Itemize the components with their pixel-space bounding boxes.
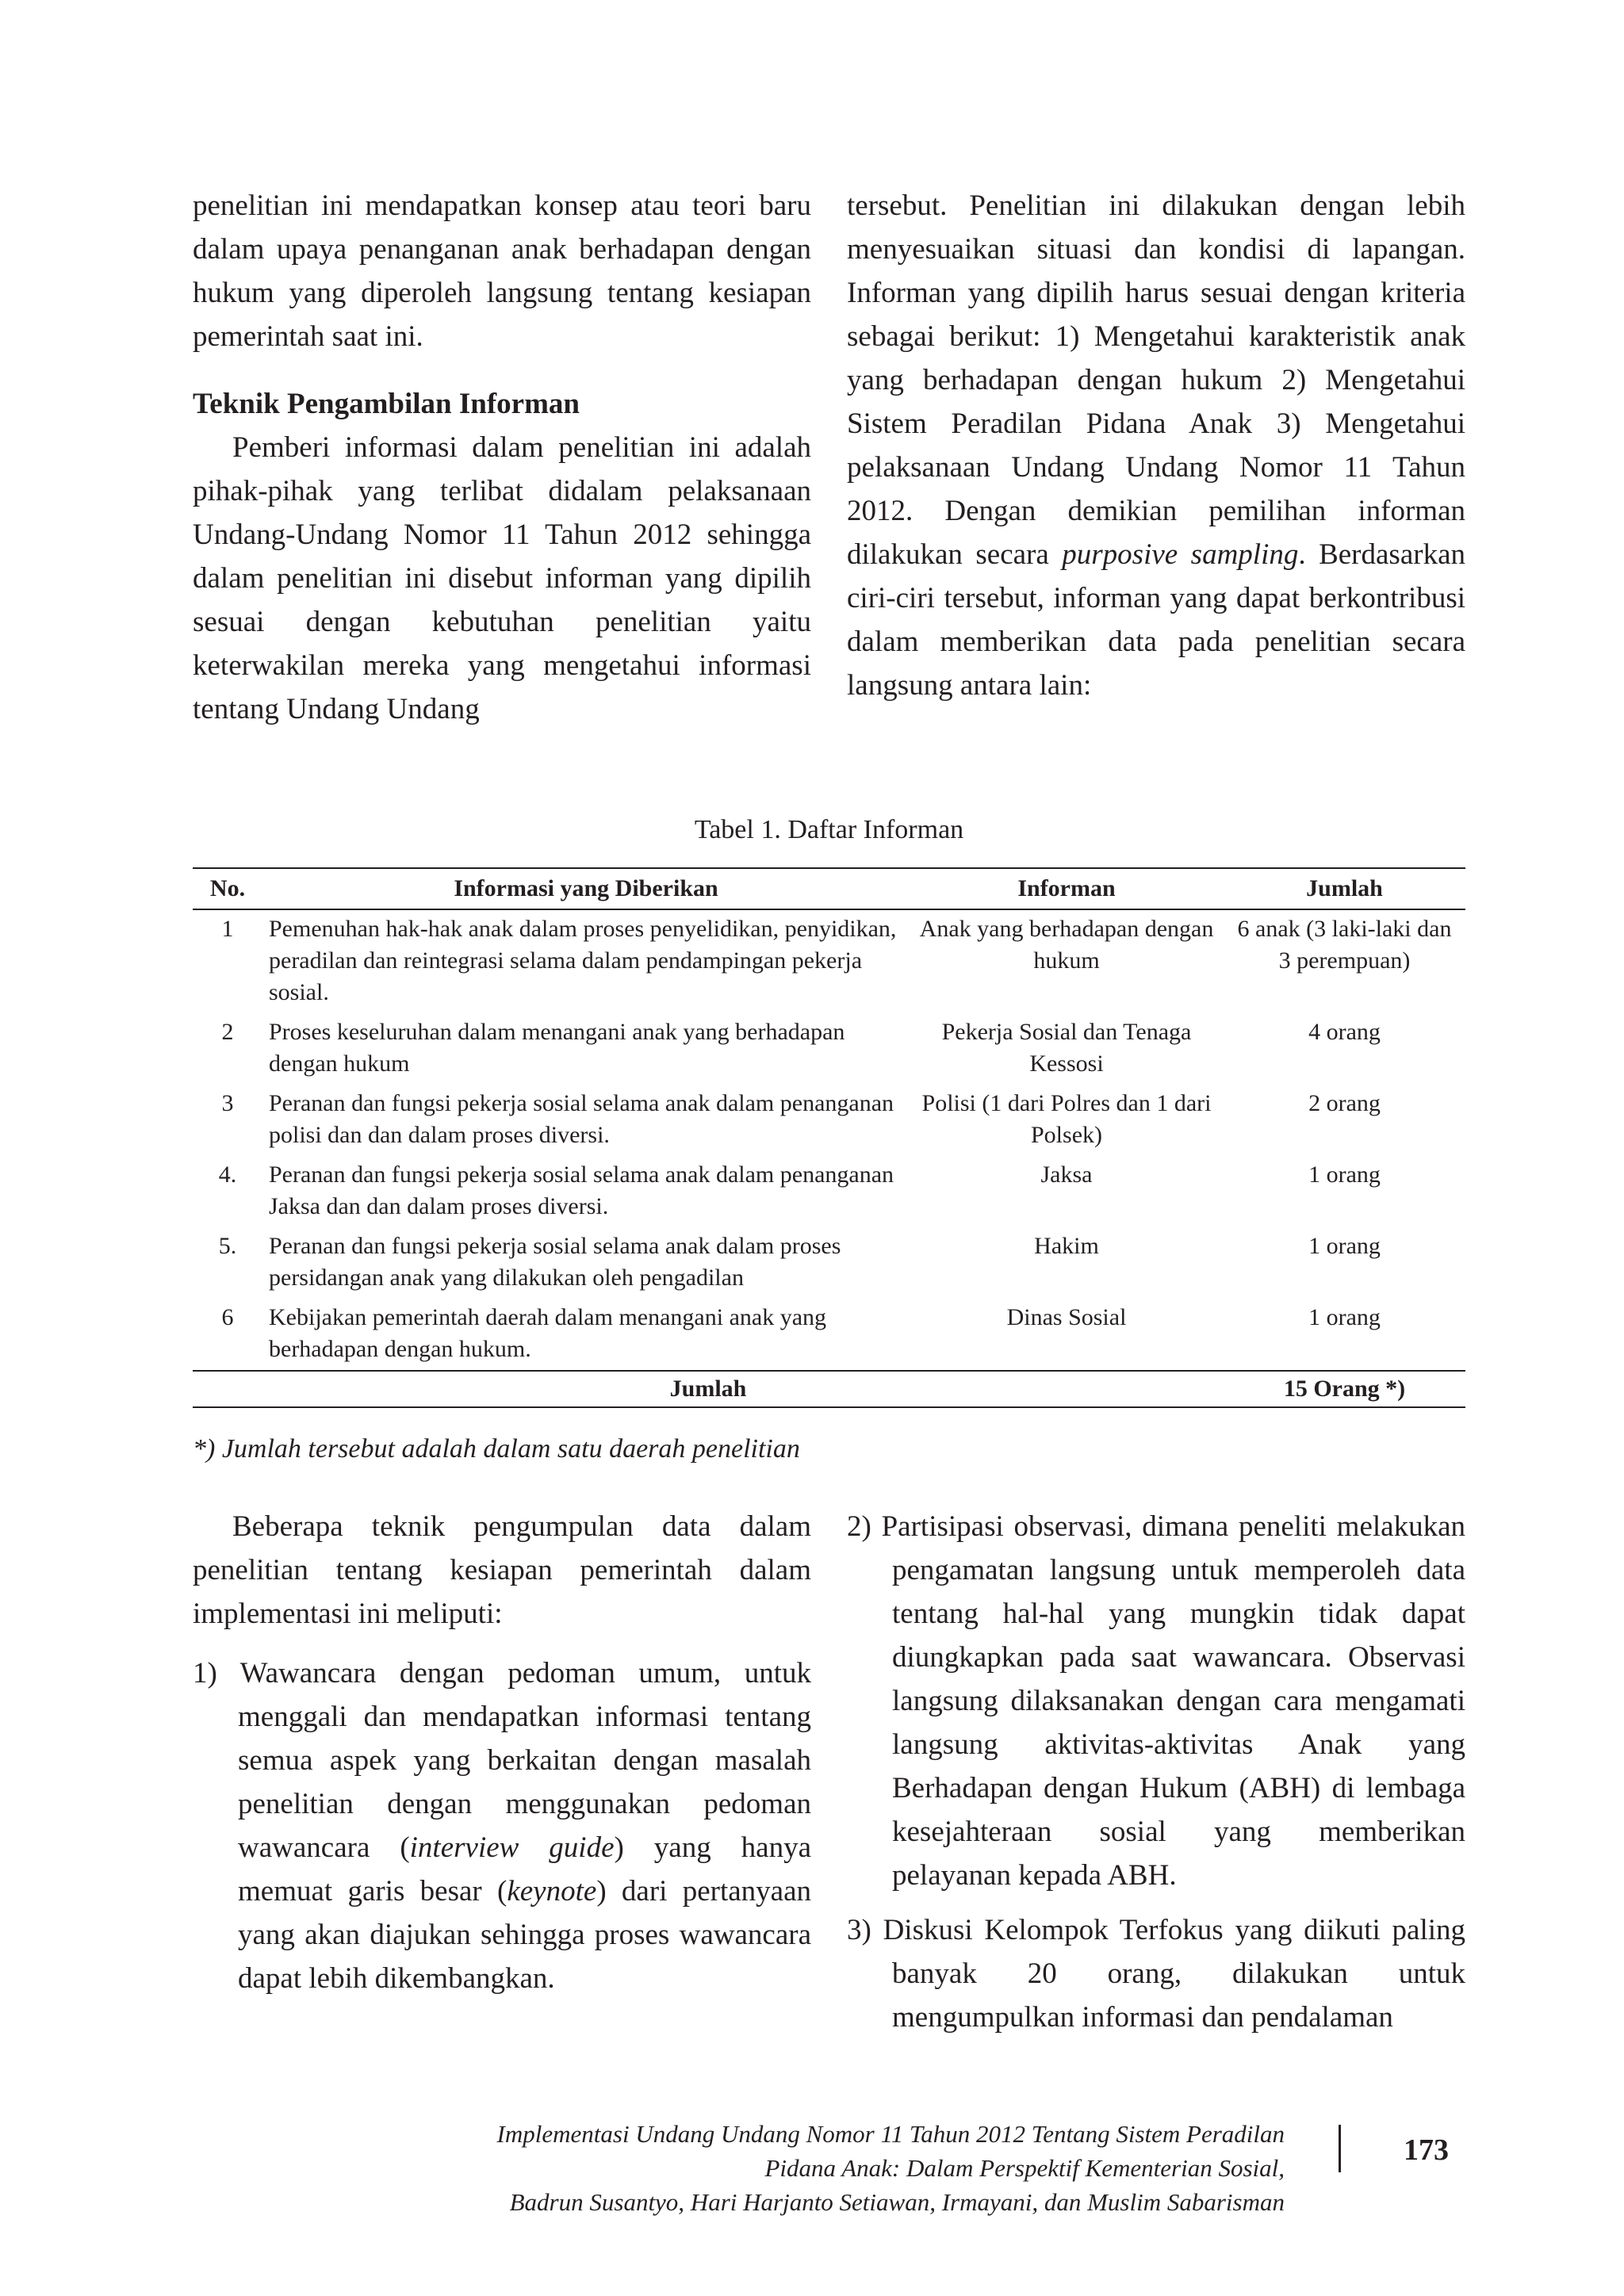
- paragraph-criteria: tersebut. Penelitian ini dilakukan dengan lebih menyesuaikan situasi dan kondisi di lapangan. Informan yang dipilih harus sesuai dengan kriteria sebagai berikut: 1) Mengetahui karakteristik anak yang berhadapan dengan hukum 2) Mengetahui Sistem Peradilan Pidana Anak 3) Mengetahui pelaksanaan Undang Undang Nomor 11 Tahun 2012. Dengan demikian pemilihan informan dilakukan secara purposive sampling. Berdasarkan ciri-ciri tersebut, informan yang dapat berkontribusi dalam memberikan data pada penelitian secara langsung antara lain:: [847, 189, 1465, 702]
- cell-info: Pemenuhan hak-hak anak dalam proses penyelidikan, penyidikan, peradilan dan reintegrasi selama dalam pendampingan pekerja sosial.: [269, 916, 897, 1005]
- paragraph-continuation: penelitian ini mendapatkan konsep atau teori baru dalam upaya penanganan anak berhadapan dengan hukum yang diperoleh langsung tentang kesiapan pemerintah saat ini.: [193, 189, 811, 353]
- informant-table: [193, 867, 1465, 1408]
- footer-line: Implementasi Undang Undang Nomor 11 Tahun 2012 Tentang Sistem Peradilan: [496, 2120, 1285, 2148]
- section-heading: Teknik Pengambilan Informan: [193, 388, 580, 420]
- cell-informan: Hakim: [1034, 1233, 1099, 1259]
- cell-informan: Anak yang berhadapan dengan hukum: [919, 916, 1214, 974]
- cell-info: Proses keseluruhan dalam menangani anak yang berhadapan dengan hukum: [269, 1019, 845, 1077]
- cell-informan: Pekerja Sosial dan Tenaga Kessosi: [941, 1019, 1192, 1077]
- cell-no: 3: [221, 1090, 234, 1116]
- left-column-top: [193, 184, 811, 731]
- list-item-wawancara: 1) Wawancara dengan pedoman umum, untuk menggali dan mendapatkan informasi tentang semua aspek yang berkaitan dengan masalah penelitian dengan menggunakan pedoman wawancara (interview guide) yang hanya memuat garis besar (keynote) dari pertanyaan yang akan diajukan sehingga proses wawancara dapat lebih dikembangkan.: [193, 1657, 811, 1995]
- cell-info: Peranan dan fungsi pekerja sosial selama anak dalam penanganan Jaksa dan dan dalam proses diversi.: [269, 1161, 894, 1219]
- header-jumlah: Jumlah: [1224, 868, 1465, 909]
- cell-jumlah: 2 orang: [1308, 1090, 1381, 1116]
- list-item-diskusi: 3) Diskusi Kelompok Terfokus yang diikuti paling banyak 20 orang, dilakukan untuk mengumpulkan informasi dan pendalaman: [847, 1914, 1465, 2034]
- running-footer: [238, 2117, 1285, 2219]
- cell-jumlah: 4 orang: [1308, 1019, 1381, 1045]
- table-row: [193, 1013, 1465, 1085]
- left-column-bottom: [193, 1505, 811, 2000]
- total-value: 15 Orang *): [1224, 1371, 1465, 1407]
- cell-info: Kebijakan pemerintah daerah dalam menangani anak yang berhadapan dengan hukum.: [269, 1304, 827, 1362]
- table-row: [193, 1156, 1465, 1227]
- cell-no: 1: [221, 916, 234, 942]
- header-no: No.: [193, 868, 262, 909]
- cell-no: 4.: [218, 1161, 237, 1188]
- list-item-observasi: 2) Partisipasi observasi, dimana peneliti melakukan pengamatan langsung untuk memperoleh data tentang hal-hal yang mungkin tidak dapat diungkapkan pada saat wawancara. Observasi langsung dilaksanakan dengan cara mengamati langsung aktivitas-aktivitas Anak yang Berhadapan dengan Hukum (ABH) di lembaga kesejahteraan sosial yang memberikan pelayanan kepada ABH.: [847, 1510, 1465, 1892]
- right-column-top: [847, 184, 1465, 707]
- table-row: [193, 909, 1465, 1013]
- cell-no: 5.: [218, 1233, 237, 1259]
- total-label: Jumlah: [193, 1371, 1224, 1407]
- table-row: [193, 1085, 1465, 1156]
- cell-jumlah: 1 orang: [1308, 1304, 1381, 1330]
- header-informan: Informan: [910, 868, 1224, 909]
- cell-info: Peranan dan fungsi pekerja sosial selama anak dalam proses persidangan anak yang dilakukan oleh pengadilan: [269, 1233, 841, 1291]
- cell-informan: Jaksa: [1040, 1161, 1093, 1188]
- paragraph-techniques: Beberapa teknik pengumpulan data dalam penelitian tentang kesiapan pemerintah dalam implementasi ini meliputi:: [193, 1510, 811, 1630]
- footer-divider: [1339, 2125, 1341, 2172]
- header-info: Informasi yang Diberikan: [262, 868, 910, 909]
- cell-jumlah: 1 orang: [1308, 1233, 1381, 1259]
- cell-info: Peranan dan fungsi pekerja sosial selama anak dalam penanganan polisi dan dan dalam proses diversi.: [269, 1090, 894, 1148]
- cell-jumlah: 6 anak (3 laki-laki dan 3 perempuan): [1237, 916, 1452, 974]
- paragraph-informan: Pemberi informasi dalam penelitian ini adalah pihak-pihak yang terlibat didalam pelaksanaan Undang-Undang Nomor 11 Tahun 2012 sehingga dalam penelitian ini disebut informan yang dipilih sesuai dengan kebutuhan penelitian yaitu keterwakilan mereka yang mengetahui informasi tentang Undang Undang: [193, 431, 811, 725]
- right-column-bottom: [847, 1505, 1465, 2039]
- cell-no: 2: [221, 1019, 234, 1045]
- table-footnote: *) Jumlah tersebut adalah dalam satu daerah penelitian: [193, 1434, 800, 1464]
- table-row: [193, 1299, 1465, 1371]
- cell-informan: Dinas Sosial: [1006, 1304, 1127, 1330]
- table-total-row: [193, 1371, 1465, 1407]
- table-row: [193, 1227, 1465, 1299]
- table-caption: Tabel 1. Daftar Informan: [694, 815, 964, 844]
- cell-no: 6: [221, 1304, 234, 1330]
- footer-line: Badrun Susantyo, Hari Harjanto Setiawan, Irmayani, dan Muslim Sabarisman: [509, 2188, 1285, 2216]
- table-header-row: [193, 868, 1465, 909]
- page-number: 173: [1404, 2133, 1449, 2167]
- footer-line: Pidana Anak: Dalam Perspektif Kementerian Sosial,: [764, 2154, 1285, 2182]
- cell-jumlah: 1 orang: [1308, 1161, 1381, 1188]
- cell-informan: Polisi (1 dari Polres dan 1 dari Polsek): [921, 1090, 1212, 1148]
